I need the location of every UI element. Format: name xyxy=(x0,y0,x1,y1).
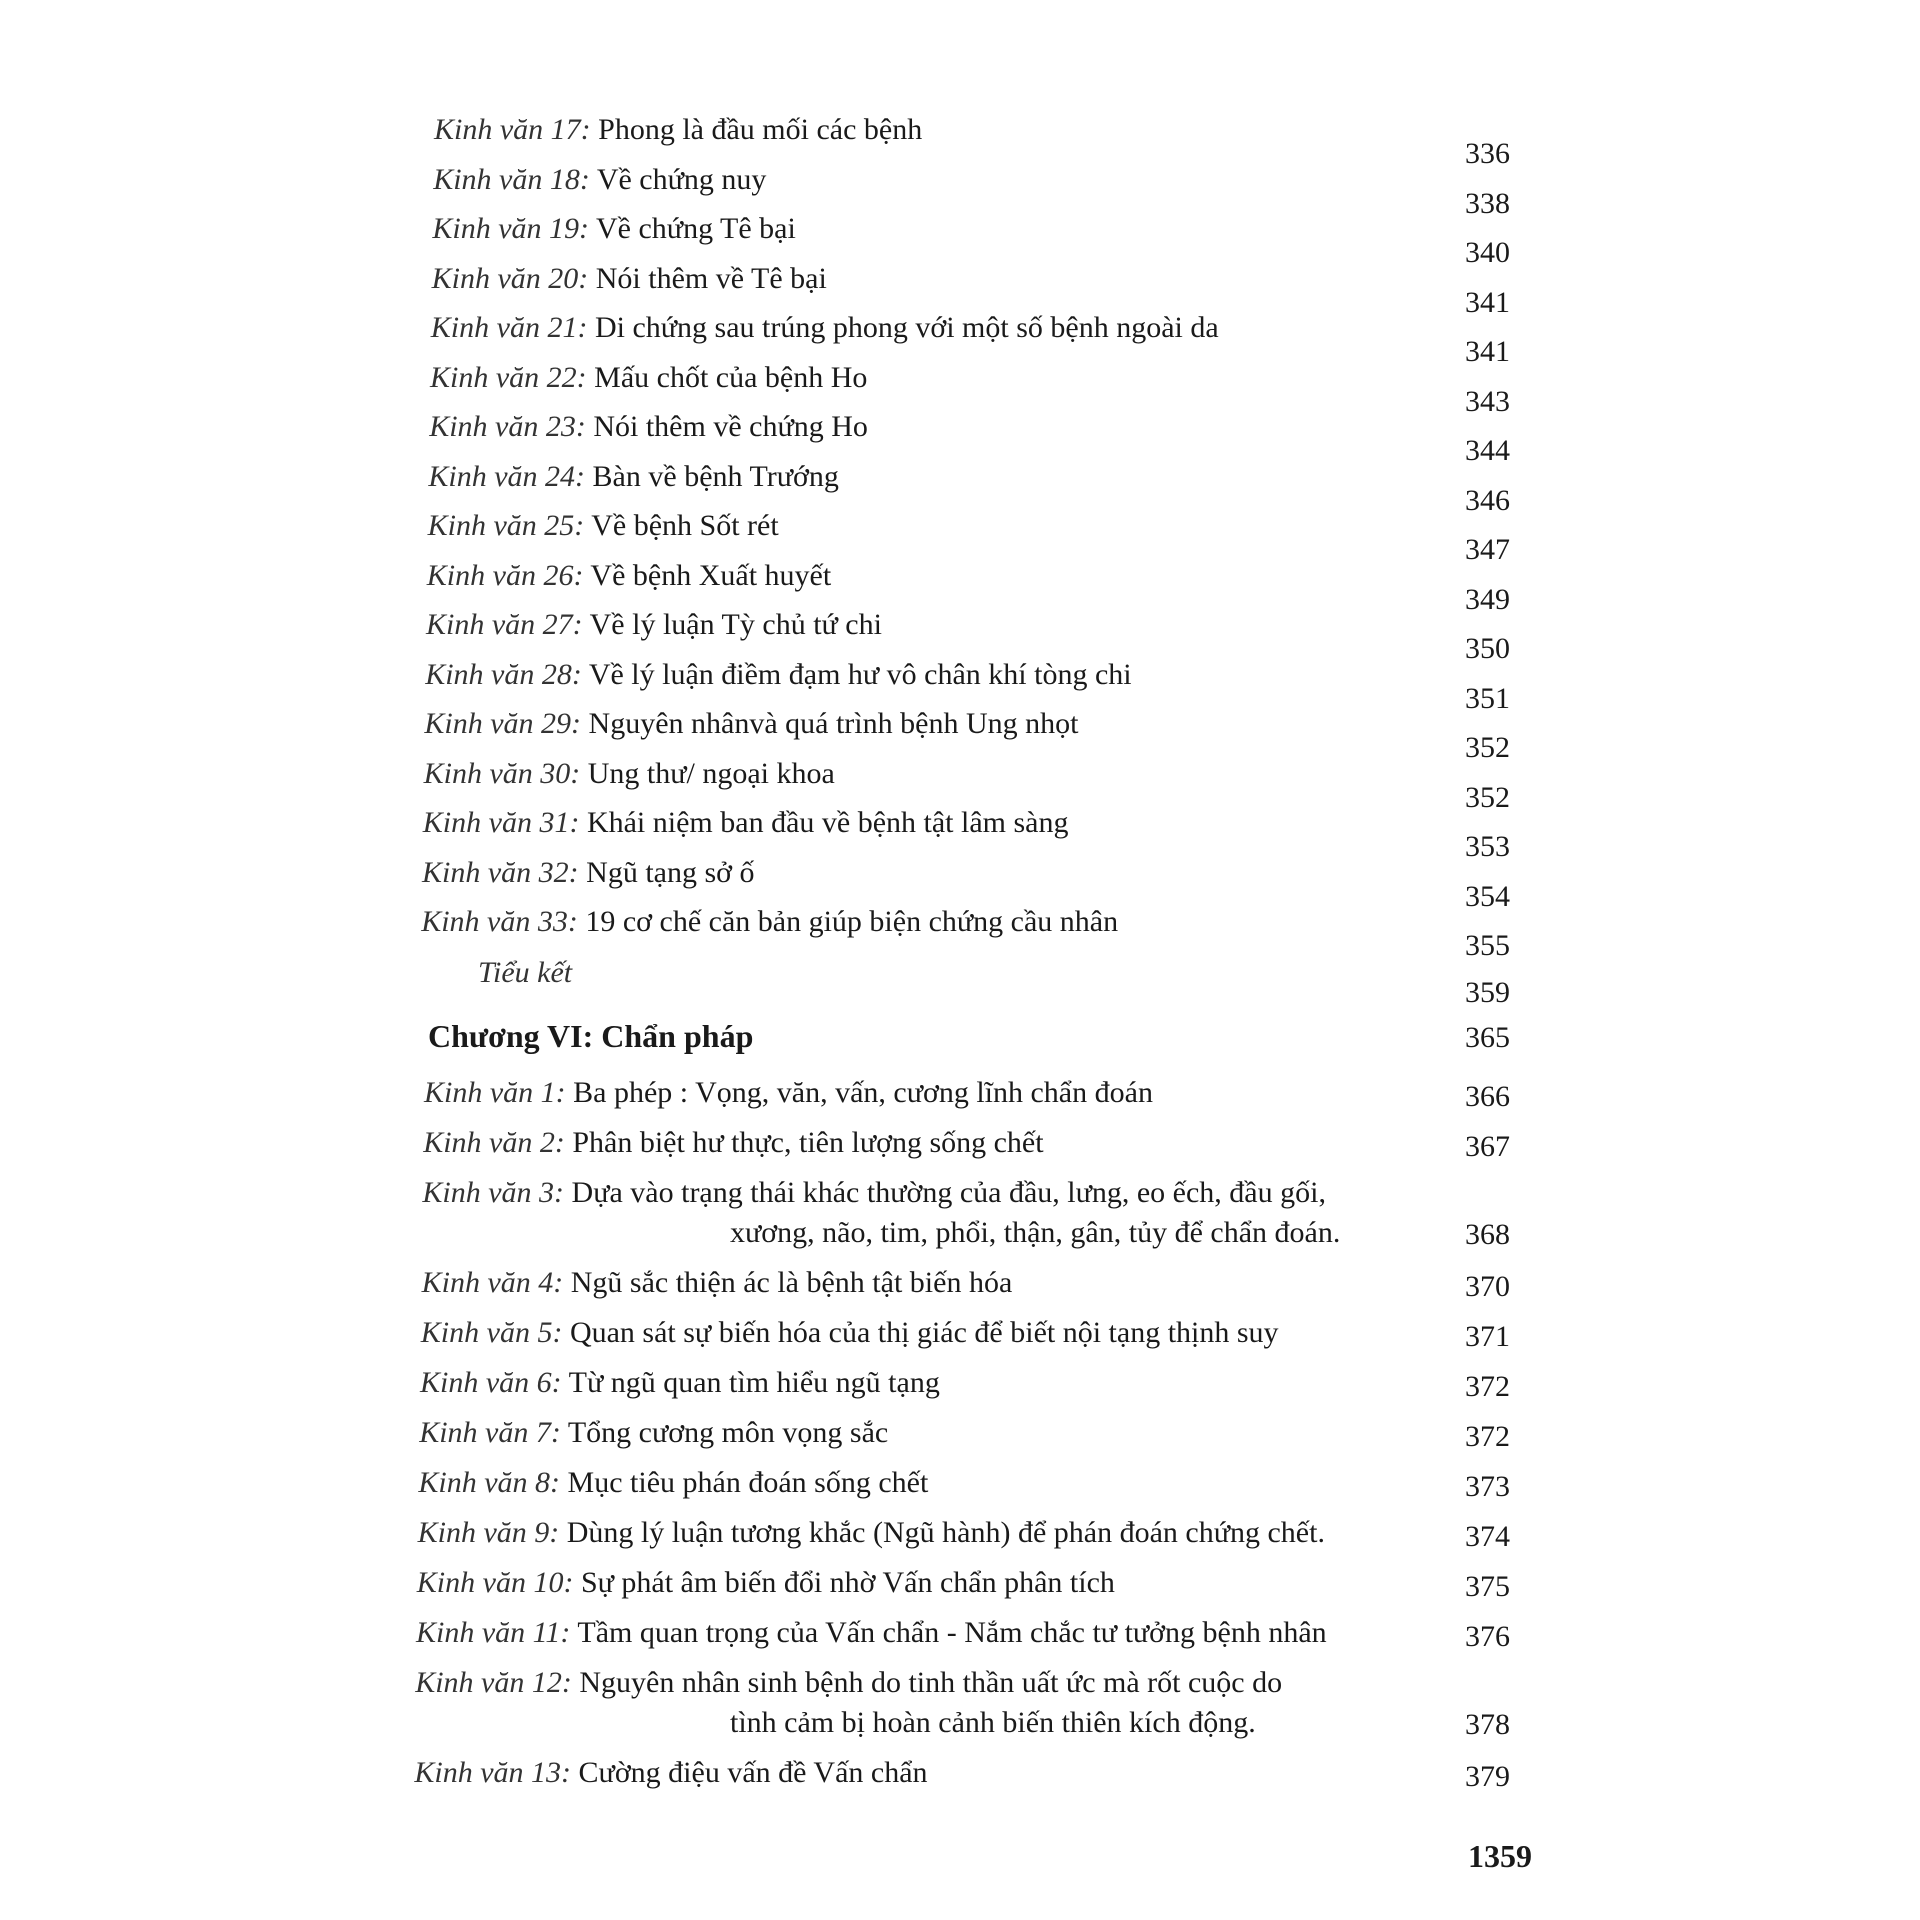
entry-page-number: 373 xyxy=(1465,1470,1510,1503)
entry-page-number: 370 xyxy=(1465,1270,1510,1303)
toc-entry xyxy=(414,1755,927,1791)
entry-label: Kinh văn 10: xyxy=(416,1566,574,1599)
entry-page-number: 375 xyxy=(1465,1570,1510,1603)
entry-title: Ngũ sắc thiện ác là bệnh tật biến hóa xyxy=(570,1266,1013,1299)
entry-page-number: 378 xyxy=(1465,1708,1510,1741)
entry-label: Kinh văn 12: xyxy=(415,1666,572,1699)
entry-title: Về lý luận điềm đạm hư vô chân khí tòng chi xyxy=(588,657,1132,691)
toc-entry xyxy=(425,657,1131,693)
entry-page-number: 367 xyxy=(1465,1130,1510,1163)
entry-page-number: 344 xyxy=(1465,434,1510,467)
toc-entry xyxy=(417,1565,1115,1601)
entry-page-number: 349 xyxy=(1465,582,1510,616)
entry-title: 19 cơ chế căn bản giúp biện chứng cầu nhân xyxy=(585,905,1119,938)
entry-title: Ngũ tạng sở ố xyxy=(586,855,755,889)
entry-label: Kinh văn 33: xyxy=(421,905,578,938)
entry-title: Dựa vào trạng thái khác thường của đầu, lưng, eo ếch, đầu gối, xyxy=(571,1176,1326,1209)
entry-title: Nói thêm về chứng Ho xyxy=(593,410,868,443)
toc-entry xyxy=(421,904,1118,940)
entry-label: Kinh văn 18: xyxy=(433,162,590,196)
entry-title: Mục tiêu phán đoán sống chết xyxy=(567,1466,929,1499)
toc-entry xyxy=(418,1515,1325,1551)
toc-entry xyxy=(424,756,835,792)
entry-page-number: 350 xyxy=(1465,632,1510,665)
toc-entry xyxy=(431,310,1219,346)
entry-title: Cường điệu vấn đề Vấn chẩn xyxy=(578,1756,928,1789)
entry-title: Ung thư/ ngoại khoa xyxy=(587,756,835,790)
entry-label: Kinh văn 28: xyxy=(425,657,582,691)
entry-page-number: 366 xyxy=(1465,1080,1510,1113)
chapter-heading: Chương VI: Chẩn pháp xyxy=(428,1018,754,1054)
entry-page-number: 354 xyxy=(1465,879,1510,913)
toc-entry xyxy=(420,1365,940,1401)
entry-title: Ba phép : Vọng, văn, vấn, cương lĩnh chẩn đoán xyxy=(573,1076,1153,1109)
entry-title: Sự phát âm biến đổi nhờ Vấn chẩn phân tích xyxy=(580,1566,1115,1599)
entry-label: Kinh văn 21: xyxy=(430,311,588,344)
toc-entry xyxy=(424,1075,1153,1111)
entry-label: Kinh văn 17: xyxy=(434,113,591,146)
entry-title: Tầm quan trọng của Vấn chẩn - Nắm chắc tư tưởng bệnh nhân xyxy=(577,1616,1327,1649)
entry-page-number: 351 xyxy=(1465,681,1510,715)
entry-page-number: 352 xyxy=(1465,731,1510,764)
entry-label: Kinh văn 7: xyxy=(419,1416,561,1449)
entry-title: Từ ngũ quan tìm hiểu ngũ tạng xyxy=(568,1366,940,1399)
entry-page-number: 341 xyxy=(1465,285,1510,319)
entry-label: Kinh văn 29: xyxy=(424,707,582,740)
entry-title: Dùng lý luận tương khắc (Ngũ hành) để phán đoán chứng chết. xyxy=(566,1516,1325,1549)
entry-label: Kinh văn 3: xyxy=(422,1176,565,1209)
entry-label: Kinh văn 26: xyxy=(426,558,584,592)
entry-title: Bàn về bệnh Trướng xyxy=(592,459,839,493)
entry-page-number: 347 xyxy=(1465,533,1510,566)
toc-entry xyxy=(427,558,831,594)
entry-label: Kinh văn 1: xyxy=(424,1076,566,1109)
entry-page-number: 338 xyxy=(1465,186,1510,220)
entry-label: Kinh văn 27: xyxy=(426,608,583,641)
toc-entry xyxy=(428,459,838,495)
entry-page-number: 353 xyxy=(1465,830,1510,863)
entry-title-continued: xương, não, tim, phổi, thận, gân, tủy để chẩn đoán. xyxy=(730,1216,1341,1249)
summary-label: Tiểu kết xyxy=(478,956,573,989)
entry-label: Kinh văn 24: xyxy=(428,459,586,493)
entry-label: Kinh văn 19: xyxy=(432,212,590,245)
toc-entry xyxy=(428,508,779,544)
toc-entry xyxy=(432,211,795,247)
entry-page-number: 372 xyxy=(1465,1370,1510,1403)
entry-label: Kinh văn 9: xyxy=(417,1516,560,1549)
entry-label: Kinh văn 31: xyxy=(422,806,580,839)
entry-title: Tổng cương môn vọng sắc xyxy=(567,1416,889,1449)
toc-entry xyxy=(429,409,868,445)
toc-entry xyxy=(422,1175,1326,1211)
entry-page-number: 376 xyxy=(1465,1620,1510,1653)
entry-label: Kinh văn 20: xyxy=(431,261,589,295)
entry-label: Kinh văn 5: xyxy=(420,1316,563,1349)
entry-label: Kinh văn 11: xyxy=(416,1616,571,1649)
toc-entry xyxy=(421,1315,1279,1351)
entry-page-number: 374 xyxy=(1465,1520,1510,1553)
entry-page-number: 346 xyxy=(1465,483,1510,517)
toc-entry xyxy=(423,805,1069,841)
entry-title: Về bệnh Sốt rét xyxy=(591,509,779,542)
toc-entry xyxy=(430,360,867,396)
toc-entry xyxy=(422,1265,1013,1301)
entry-label: Kinh văn 22: xyxy=(430,360,587,394)
page-folio: 1359 xyxy=(1468,1838,1532,1874)
entry-title: Mấu chốt của bệnh Ho xyxy=(594,360,868,394)
entry-label: Kinh văn 30: xyxy=(423,756,581,790)
entry-label: Kinh văn 2: xyxy=(423,1126,565,1159)
entry-title: Về chứng Tê bại xyxy=(596,212,796,245)
toc-entry xyxy=(432,261,827,297)
chapter-page-number: 365 xyxy=(1465,1021,1510,1054)
entry-page-number: 343 xyxy=(1465,384,1510,418)
entry-label: Kinh văn 32: xyxy=(422,855,579,889)
entry-label: Kinh văn 23: xyxy=(429,410,586,443)
entry-title-continued: tình cảm bị hoàn cảnh biến thiên kích động. xyxy=(730,1706,1256,1739)
entry-title: Về bệnh Xuất huyết xyxy=(590,558,832,592)
entry-title: Quan sát sự biến hóa của thị giác để biết nội tạng thịnh suy xyxy=(569,1316,1279,1349)
entry-page-number: 371 xyxy=(1465,1320,1510,1353)
summary-page-number: 359 xyxy=(1465,976,1510,1009)
entry-page-number: 355 xyxy=(1465,929,1510,962)
entry-title: Di chứng sau trúng phong với một số bệnh ngoài da xyxy=(594,311,1219,344)
toc-entry xyxy=(418,1465,928,1501)
entry-title: Phong là đầu mối các bệnh xyxy=(598,113,923,146)
entry-title: Phân biệt hư thực, tiên lượng sống chết xyxy=(572,1126,1044,1159)
entry-title: Nguyên nhânvà quá trình bệnh Ung nhọt xyxy=(588,707,1079,740)
entry-label: Kinh văn 8: xyxy=(418,1466,561,1499)
entry-page-number: 341 xyxy=(1465,335,1510,368)
entry-title: Về chứng nuy xyxy=(596,162,767,196)
entry-title: Về lý luận Tỳ chủ tứ chi xyxy=(589,608,882,641)
entry-title: Nói thêm về Tê bại xyxy=(595,261,827,295)
entry-page-number: 340 xyxy=(1465,236,1510,269)
entry-label: Kinh văn 6: xyxy=(420,1366,562,1399)
toc-entry xyxy=(423,1125,1043,1161)
toc-entry xyxy=(424,706,1078,742)
entry-page-number: 379 xyxy=(1465,1760,1510,1793)
toc-entry xyxy=(433,162,766,198)
toc-entry xyxy=(415,1665,1282,1701)
entry-title: Khái niệm ban đầu về bệnh tật lâm sàng xyxy=(586,806,1069,839)
toc-entry xyxy=(416,1615,1327,1651)
toc-entry xyxy=(426,607,882,643)
entry-page-number: 352 xyxy=(1465,780,1510,814)
entry-page-number: 368 xyxy=(1465,1218,1510,1251)
entry-label: Kinh văn 13: xyxy=(414,1756,572,1789)
entry-label: Kinh văn 25: xyxy=(427,509,585,542)
entry-page-number: 336 xyxy=(1465,137,1510,170)
toc-entry xyxy=(434,112,922,148)
entry-label: Kinh văn 4: xyxy=(421,1266,564,1299)
toc-entry xyxy=(422,855,755,891)
entry-page-number: 372 xyxy=(1465,1420,1510,1453)
toc-entry xyxy=(419,1415,888,1451)
entry-title: Nguyên nhân sinh bệnh do tinh thần uất ức mà rốt cuộc do xyxy=(579,1666,1283,1699)
